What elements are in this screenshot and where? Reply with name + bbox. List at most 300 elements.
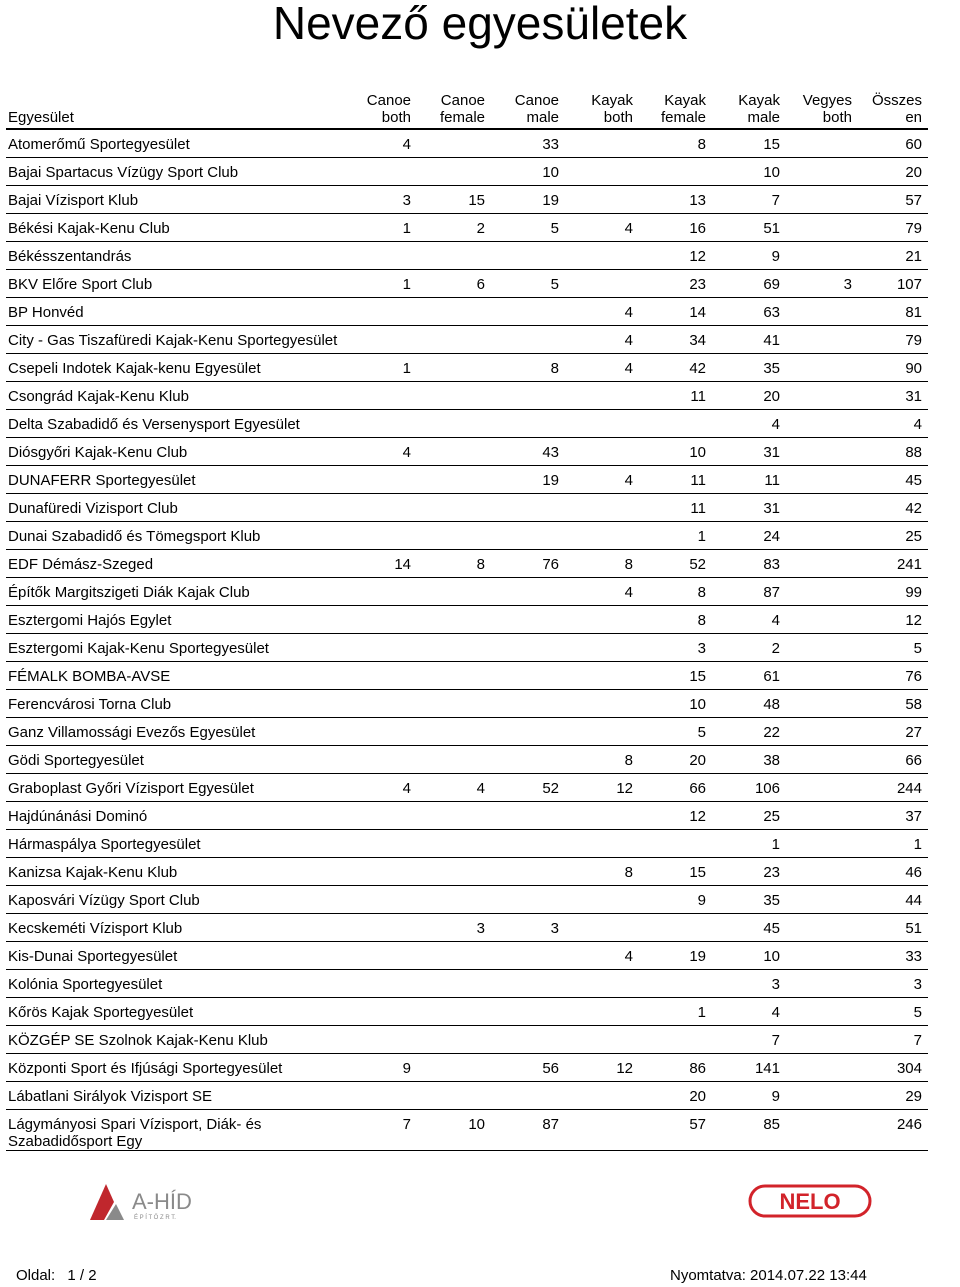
table-row xyxy=(6,970,928,998)
table-row xyxy=(6,466,928,494)
entry-count: 11 xyxy=(639,466,712,494)
nelo-logo-text: NELO xyxy=(779,1189,841,1214)
entry-count: 35 xyxy=(712,886,786,914)
entry-count: 46 xyxy=(858,858,928,886)
entry-count xyxy=(565,270,639,298)
column-header: Canoe both xyxy=(344,88,417,129)
entry-count: 52 xyxy=(639,550,712,578)
entry-count xyxy=(639,830,712,858)
entry-count xyxy=(491,942,565,970)
entry-count xyxy=(786,802,858,830)
entry-count: 1 xyxy=(858,830,928,858)
column-header: Egyesület xyxy=(6,88,344,129)
entry-count xyxy=(417,858,491,886)
entry-count: 31 xyxy=(712,438,786,466)
entry-count xyxy=(565,662,639,690)
entry-count: 90 xyxy=(858,354,928,382)
entry-count xyxy=(417,354,491,382)
entry-count: 3 xyxy=(417,914,491,942)
entry-count: 7 xyxy=(712,186,786,214)
club-name: Kis-Dunai Sportegyesület xyxy=(6,942,344,970)
entry-count: 4 xyxy=(344,129,417,158)
entry-count: 15 xyxy=(417,186,491,214)
entry-count: 8 xyxy=(491,354,565,382)
entry-count: 4 xyxy=(344,438,417,466)
entry-count: 20 xyxy=(858,158,928,186)
entry-count: 4 xyxy=(565,326,639,354)
entry-count xyxy=(491,998,565,1026)
entry-count xyxy=(417,326,491,354)
entry-count xyxy=(417,1026,491,1054)
entry-count: 25 xyxy=(858,522,928,550)
entry-count xyxy=(344,998,417,1026)
entry-count: 52 xyxy=(491,774,565,802)
entry-count xyxy=(786,858,858,886)
entry-count: 63 xyxy=(712,298,786,326)
entry-count: 8 xyxy=(417,550,491,578)
entry-count: 10 xyxy=(417,1110,491,1151)
entry-count: 3 xyxy=(712,970,786,998)
club-name: Diósgyőri Kajak-Kenu Club xyxy=(6,438,344,466)
entry-count: 76 xyxy=(858,662,928,690)
entry-count: 88 xyxy=(858,438,928,466)
entry-count xyxy=(786,774,858,802)
entry-count xyxy=(786,970,858,998)
entry-count: 21 xyxy=(858,242,928,270)
entry-count: 5 xyxy=(639,718,712,746)
entry-count: 4 xyxy=(565,578,639,606)
entry-count xyxy=(786,998,858,1026)
table-row xyxy=(6,606,928,634)
club-name: Hajdúnánási Dominó xyxy=(6,802,344,830)
table-row xyxy=(6,494,928,522)
entry-count xyxy=(491,858,565,886)
entry-count: 20 xyxy=(639,1082,712,1110)
page-title: Nevező egyesületek xyxy=(272,0,688,49)
club-name: Építők Margitszigeti Diák Kajak Club xyxy=(6,578,344,606)
entry-count xyxy=(565,129,639,158)
club-name: Csepeli Indotek Kajak-kenu Egyesület xyxy=(6,354,344,382)
table-row xyxy=(6,186,928,214)
entry-count: 69 xyxy=(712,270,786,298)
entry-count: 7 xyxy=(344,1110,417,1151)
a-hid-logo xyxy=(86,1182,226,1222)
entry-count: 246 xyxy=(858,1110,928,1151)
entry-count xyxy=(491,522,565,550)
entry-count xyxy=(344,970,417,998)
entry-count xyxy=(417,129,491,158)
entry-count xyxy=(417,494,491,522)
entry-count: 43 xyxy=(491,438,565,466)
club-name: Lágymányosi Spari Vízisport, Diák- és Szabadidősport Egy xyxy=(6,1110,344,1151)
entry-count: 7 xyxy=(858,1026,928,1054)
entry-count xyxy=(417,942,491,970)
entry-count xyxy=(344,382,417,410)
entry-count: 3 xyxy=(491,914,565,942)
entry-count: 57 xyxy=(639,1110,712,1151)
entry-count: 34 xyxy=(639,326,712,354)
entry-count xyxy=(344,746,417,774)
entry-count xyxy=(417,522,491,550)
entry-count: 45 xyxy=(858,466,928,494)
entry-count: 48 xyxy=(712,690,786,718)
entry-count: 8 xyxy=(639,129,712,158)
entry-count xyxy=(344,858,417,886)
entry-count: 4 xyxy=(344,774,417,802)
entry-count: 19 xyxy=(491,186,565,214)
entry-count xyxy=(344,634,417,662)
entry-count: 1 xyxy=(344,214,417,242)
table-row xyxy=(6,718,928,746)
entry-count: 44 xyxy=(858,886,928,914)
entry-count xyxy=(491,298,565,326)
entry-count xyxy=(417,410,491,438)
club-name: Kőrös Kajak Sportegyesület xyxy=(6,998,344,1026)
entry-count xyxy=(344,522,417,550)
entry-count xyxy=(344,158,417,186)
entry-count: 244 xyxy=(858,774,928,802)
entry-count xyxy=(491,494,565,522)
entry-count xyxy=(417,690,491,718)
entry-count xyxy=(417,746,491,774)
club-name: BP Honvéd xyxy=(6,298,344,326)
entry-count: 12 xyxy=(639,242,712,270)
table-row xyxy=(6,998,928,1026)
entry-count: 4 xyxy=(565,354,639,382)
entry-count: 4 xyxy=(565,942,639,970)
column-header: Összes en xyxy=(858,88,928,129)
entry-count xyxy=(786,746,858,774)
club-name: Kaposvári Vízügy Sport Club xyxy=(6,886,344,914)
entry-count xyxy=(565,382,639,410)
table-row xyxy=(6,942,928,970)
entry-count: 10 xyxy=(491,158,565,186)
table-row xyxy=(6,129,928,158)
entry-count: 41 xyxy=(712,326,786,354)
entry-count xyxy=(491,802,565,830)
table-row xyxy=(6,270,928,298)
entry-count xyxy=(344,298,417,326)
entry-count xyxy=(786,830,858,858)
entry-count: 10 xyxy=(712,942,786,970)
club-name: Ferencvárosi Torna Club xyxy=(6,690,344,718)
entry-count xyxy=(491,830,565,858)
entry-count: 1 xyxy=(712,830,786,858)
entry-count xyxy=(786,662,858,690)
entry-count xyxy=(565,158,639,186)
entry-count xyxy=(491,690,565,718)
entry-count: 76 xyxy=(491,550,565,578)
entry-count xyxy=(344,802,417,830)
entry-count: 42 xyxy=(639,354,712,382)
entry-count: 79 xyxy=(858,326,928,354)
entry-count xyxy=(491,1026,565,1054)
club-name: Kolónia Sportegyesület xyxy=(6,970,344,998)
table-row xyxy=(6,550,928,578)
table-row xyxy=(6,1110,928,1151)
entry-count: 13 xyxy=(639,186,712,214)
club-name: Bajai Spartacus Vízügy Sport Club xyxy=(6,158,344,186)
club-name: BKV Előre Sport Club xyxy=(6,270,344,298)
entry-count: 4 xyxy=(565,298,639,326)
table-row xyxy=(6,522,928,550)
column-header: Canoe female xyxy=(417,88,491,129)
club-name: Hármaspálya Sportegyesület xyxy=(6,830,344,858)
entry-count xyxy=(417,718,491,746)
entry-count xyxy=(344,606,417,634)
page-number xyxy=(16,1267,97,1284)
club-name: Delta Szabadidő és Versenysport Egyesület xyxy=(6,410,344,438)
table-row xyxy=(6,1054,928,1082)
club-name: Esztergomi Hajós Egylet xyxy=(6,606,344,634)
entry-count xyxy=(565,830,639,858)
table-row xyxy=(6,802,928,830)
entries-table xyxy=(6,88,928,1151)
entry-count xyxy=(786,158,858,186)
entry-count xyxy=(786,690,858,718)
entry-count xyxy=(786,129,858,158)
entry-count xyxy=(786,914,858,942)
entry-count: 5 xyxy=(858,998,928,1026)
entry-count xyxy=(565,634,639,662)
entry-count: 241 xyxy=(858,550,928,578)
club-name: Kecskeméti Vízisport Klub xyxy=(6,914,344,942)
entry-count xyxy=(417,158,491,186)
entry-count xyxy=(417,830,491,858)
entry-count xyxy=(786,718,858,746)
entry-count xyxy=(344,914,417,942)
entry-count xyxy=(786,886,858,914)
entry-count xyxy=(491,326,565,354)
entry-count xyxy=(786,634,858,662)
entry-count xyxy=(786,298,858,326)
entry-count xyxy=(565,242,639,270)
entry-count xyxy=(786,1110,858,1151)
entry-count xyxy=(786,942,858,970)
entry-count xyxy=(565,494,639,522)
table-row xyxy=(6,746,928,774)
entry-count: 85 xyxy=(712,1110,786,1151)
entry-count xyxy=(417,802,491,830)
entry-count: 4 xyxy=(565,466,639,494)
entry-count: 15 xyxy=(639,662,712,690)
entry-count xyxy=(786,186,858,214)
entry-count xyxy=(491,382,565,410)
entry-count: 33 xyxy=(491,129,565,158)
entry-count: 19 xyxy=(491,466,565,494)
entry-count xyxy=(417,242,491,270)
entry-count: 87 xyxy=(712,578,786,606)
entry-count: 31 xyxy=(712,494,786,522)
entry-count xyxy=(639,1026,712,1054)
entry-count xyxy=(786,326,858,354)
entry-count xyxy=(344,830,417,858)
entry-count xyxy=(417,382,491,410)
table-row xyxy=(6,382,928,410)
entry-count xyxy=(565,1082,639,1110)
entry-count: 33 xyxy=(858,942,928,970)
column-header: Kayak both xyxy=(565,88,639,129)
entry-count: 2 xyxy=(417,214,491,242)
entry-count: 61 xyxy=(712,662,786,690)
table-row xyxy=(6,830,928,858)
entry-count: 87 xyxy=(491,1110,565,1151)
entry-count: 8 xyxy=(565,858,639,886)
entry-count xyxy=(417,970,491,998)
table-row xyxy=(6,214,928,242)
entry-count xyxy=(786,242,858,270)
entry-count: 8 xyxy=(565,550,639,578)
entry-count: 3 xyxy=(858,970,928,998)
table-row xyxy=(6,886,928,914)
entry-count: 66 xyxy=(858,746,928,774)
entry-count xyxy=(786,494,858,522)
entry-count: 12 xyxy=(565,1054,639,1082)
entry-count xyxy=(565,718,639,746)
entry-count: 86 xyxy=(639,1054,712,1082)
entry-count: 4 xyxy=(712,998,786,1026)
entry-count xyxy=(639,970,712,998)
entry-count: 20 xyxy=(639,746,712,774)
entry-count xyxy=(417,1054,491,1082)
entry-count xyxy=(639,158,712,186)
entry-count: 106 xyxy=(712,774,786,802)
club-name: Békési Kajak-Kenu Club xyxy=(6,214,344,242)
entry-count xyxy=(344,690,417,718)
entry-count xyxy=(786,550,858,578)
club-name: Ganz Villamossági Evezős Egyesület xyxy=(6,718,344,746)
entry-count xyxy=(565,186,639,214)
entry-count xyxy=(344,886,417,914)
entry-count: 4 xyxy=(565,214,639,242)
entry-count: 11 xyxy=(639,494,712,522)
entry-count: 12 xyxy=(639,802,712,830)
entry-count xyxy=(565,914,639,942)
entry-count xyxy=(565,802,639,830)
entry-count xyxy=(786,410,858,438)
club-name: Esztergomi Kajak-Kenu Sportegyesület xyxy=(6,634,344,662)
entry-count: 4 xyxy=(712,606,786,634)
table-row xyxy=(6,410,928,438)
entry-count: 15 xyxy=(712,129,786,158)
entry-count xyxy=(491,746,565,774)
entry-count: 5 xyxy=(491,214,565,242)
entry-count: 10 xyxy=(712,158,786,186)
entry-count: 304 xyxy=(858,1054,928,1082)
entry-count xyxy=(417,606,491,634)
entry-count: 20 xyxy=(712,382,786,410)
entry-count xyxy=(417,998,491,1026)
entry-count: 8 xyxy=(565,746,639,774)
club-name: FÉMALK BOMBA-AVSE xyxy=(6,662,344,690)
entry-count: 35 xyxy=(712,354,786,382)
table-row xyxy=(6,242,928,270)
entry-count: 1 xyxy=(344,354,417,382)
entry-count: 23 xyxy=(712,858,786,886)
club-name: Központi Sport és Ifjúsági Sportegyesület xyxy=(6,1054,344,1082)
entry-count: 9 xyxy=(712,1082,786,1110)
table-row xyxy=(6,578,928,606)
entry-count xyxy=(491,606,565,634)
entry-count: 5 xyxy=(858,634,928,662)
entry-count xyxy=(344,1026,417,1054)
entry-count xyxy=(565,886,639,914)
entry-count: 60 xyxy=(858,129,928,158)
entry-count: 31 xyxy=(858,382,928,410)
entry-count: 83 xyxy=(712,550,786,578)
entry-count xyxy=(344,662,417,690)
entry-count xyxy=(565,438,639,466)
entry-count xyxy=(344,242,417,270)
table-row xyxy=(6,298,928,326)
club-name: DUNAFERR Sportegyesület xyxy=(6,466,344,494)
column-header: Kayak male xyxy=(712,88,786,129)
entry-count: 81 xyxy=(858,298,928,326)
entry-count xyxy=(417,298,491,326)
page-label: Oldal: xyxy=(16,1267,56,1284)
entry-count xyxy=(786,522,858,550)
entry-count: 5 xyxy=(491,270,565,298)
entry-count: 11 xyxy=(712,466,786,494)
entry-count xyxy=(565,998,639,1026)
entry-count xyxy=(565,1026,639,1054)
entry-count xyxy=(344,410,417,438)
entry-count: 27 xyxy=(858,718,928,746)
entry-count xyxy=(786,382,858,410)
entry-count: 6 xyxy=(417,270,491,298)
entry-count xyxy=(417,466,491,494)
club-name: Dunai Szabadidő és Tömegsport Klub xyxy=(6,522,344,550)
entry-count xyxy=(786,578,858,606)
table-body xyxy=(6,129,928,1151)
table-row xyxy=(6,1082,928,1110)
entry-count xyxy=(639,410,712,438)
club-name: Gödi Sportegyesület xyxy=(6,746,344,774)
table-row xyxy=(6,1026,928,1054)
table-header-row xyxy=(6,88,928,129)
entry-count: 14 xyxy=(344,550,417,578)
club-name: Bajai Vízisport Klub xyxy=(6,186,344,214)
entry-count: 58 xyxy=(858,690,928,718)
entry-count xyxy=(344,494,417,522)
entry-count: 3 xyxy=(344,186,417,214)
entry-count xyxy=(565,410,639,438)
entry-count xyxy=(344,466,417,494)
table-row xyxy=(6,914,928,942)
entry-count xyxy=(344,1082,417,1110)
table-row xyxy=(6,634,928,662)
entry-count: 23 xyxy=(639,270,712,298)
entry-count: 1 xyxy=(639,998,712,1026)
entry-count xyxy=(491,242,565,270)
entry-count xyxy=(417,886,491,914)
entry-count: 7 xyxy=(712,1026,786,1054)
club-name: Lábatlani Sirályok Vizisport SE xyxy=(6,1082,344,1110)
column-header: Vegyes both xyxy=(786,88,858,129)
entry-count: 4 xyxy=(858,410,928,438)
entry-count: 3 xyxy=(639,634,712,662)
entry-count xyxy=(786,354,858,382)
entry-count xyxy=(491,718,565,746)
club-name: Békésszentandrás xyxy=(6,242,344,270)
entry-count: 8 xyxy=(639,578,712,606)
entry-count xyxy=(786,214,858,242)
entry-count xyxy=(565,970,639,998)
entry-count xyxy=(565,690,639,718)
entry-count: 25 xyxy=(712,802,786,830)
club-name: EDF Démász-Szeged xyxy=(6,550,344,578)
column-header: Kayak female xyxy=(639,88,712,129)
